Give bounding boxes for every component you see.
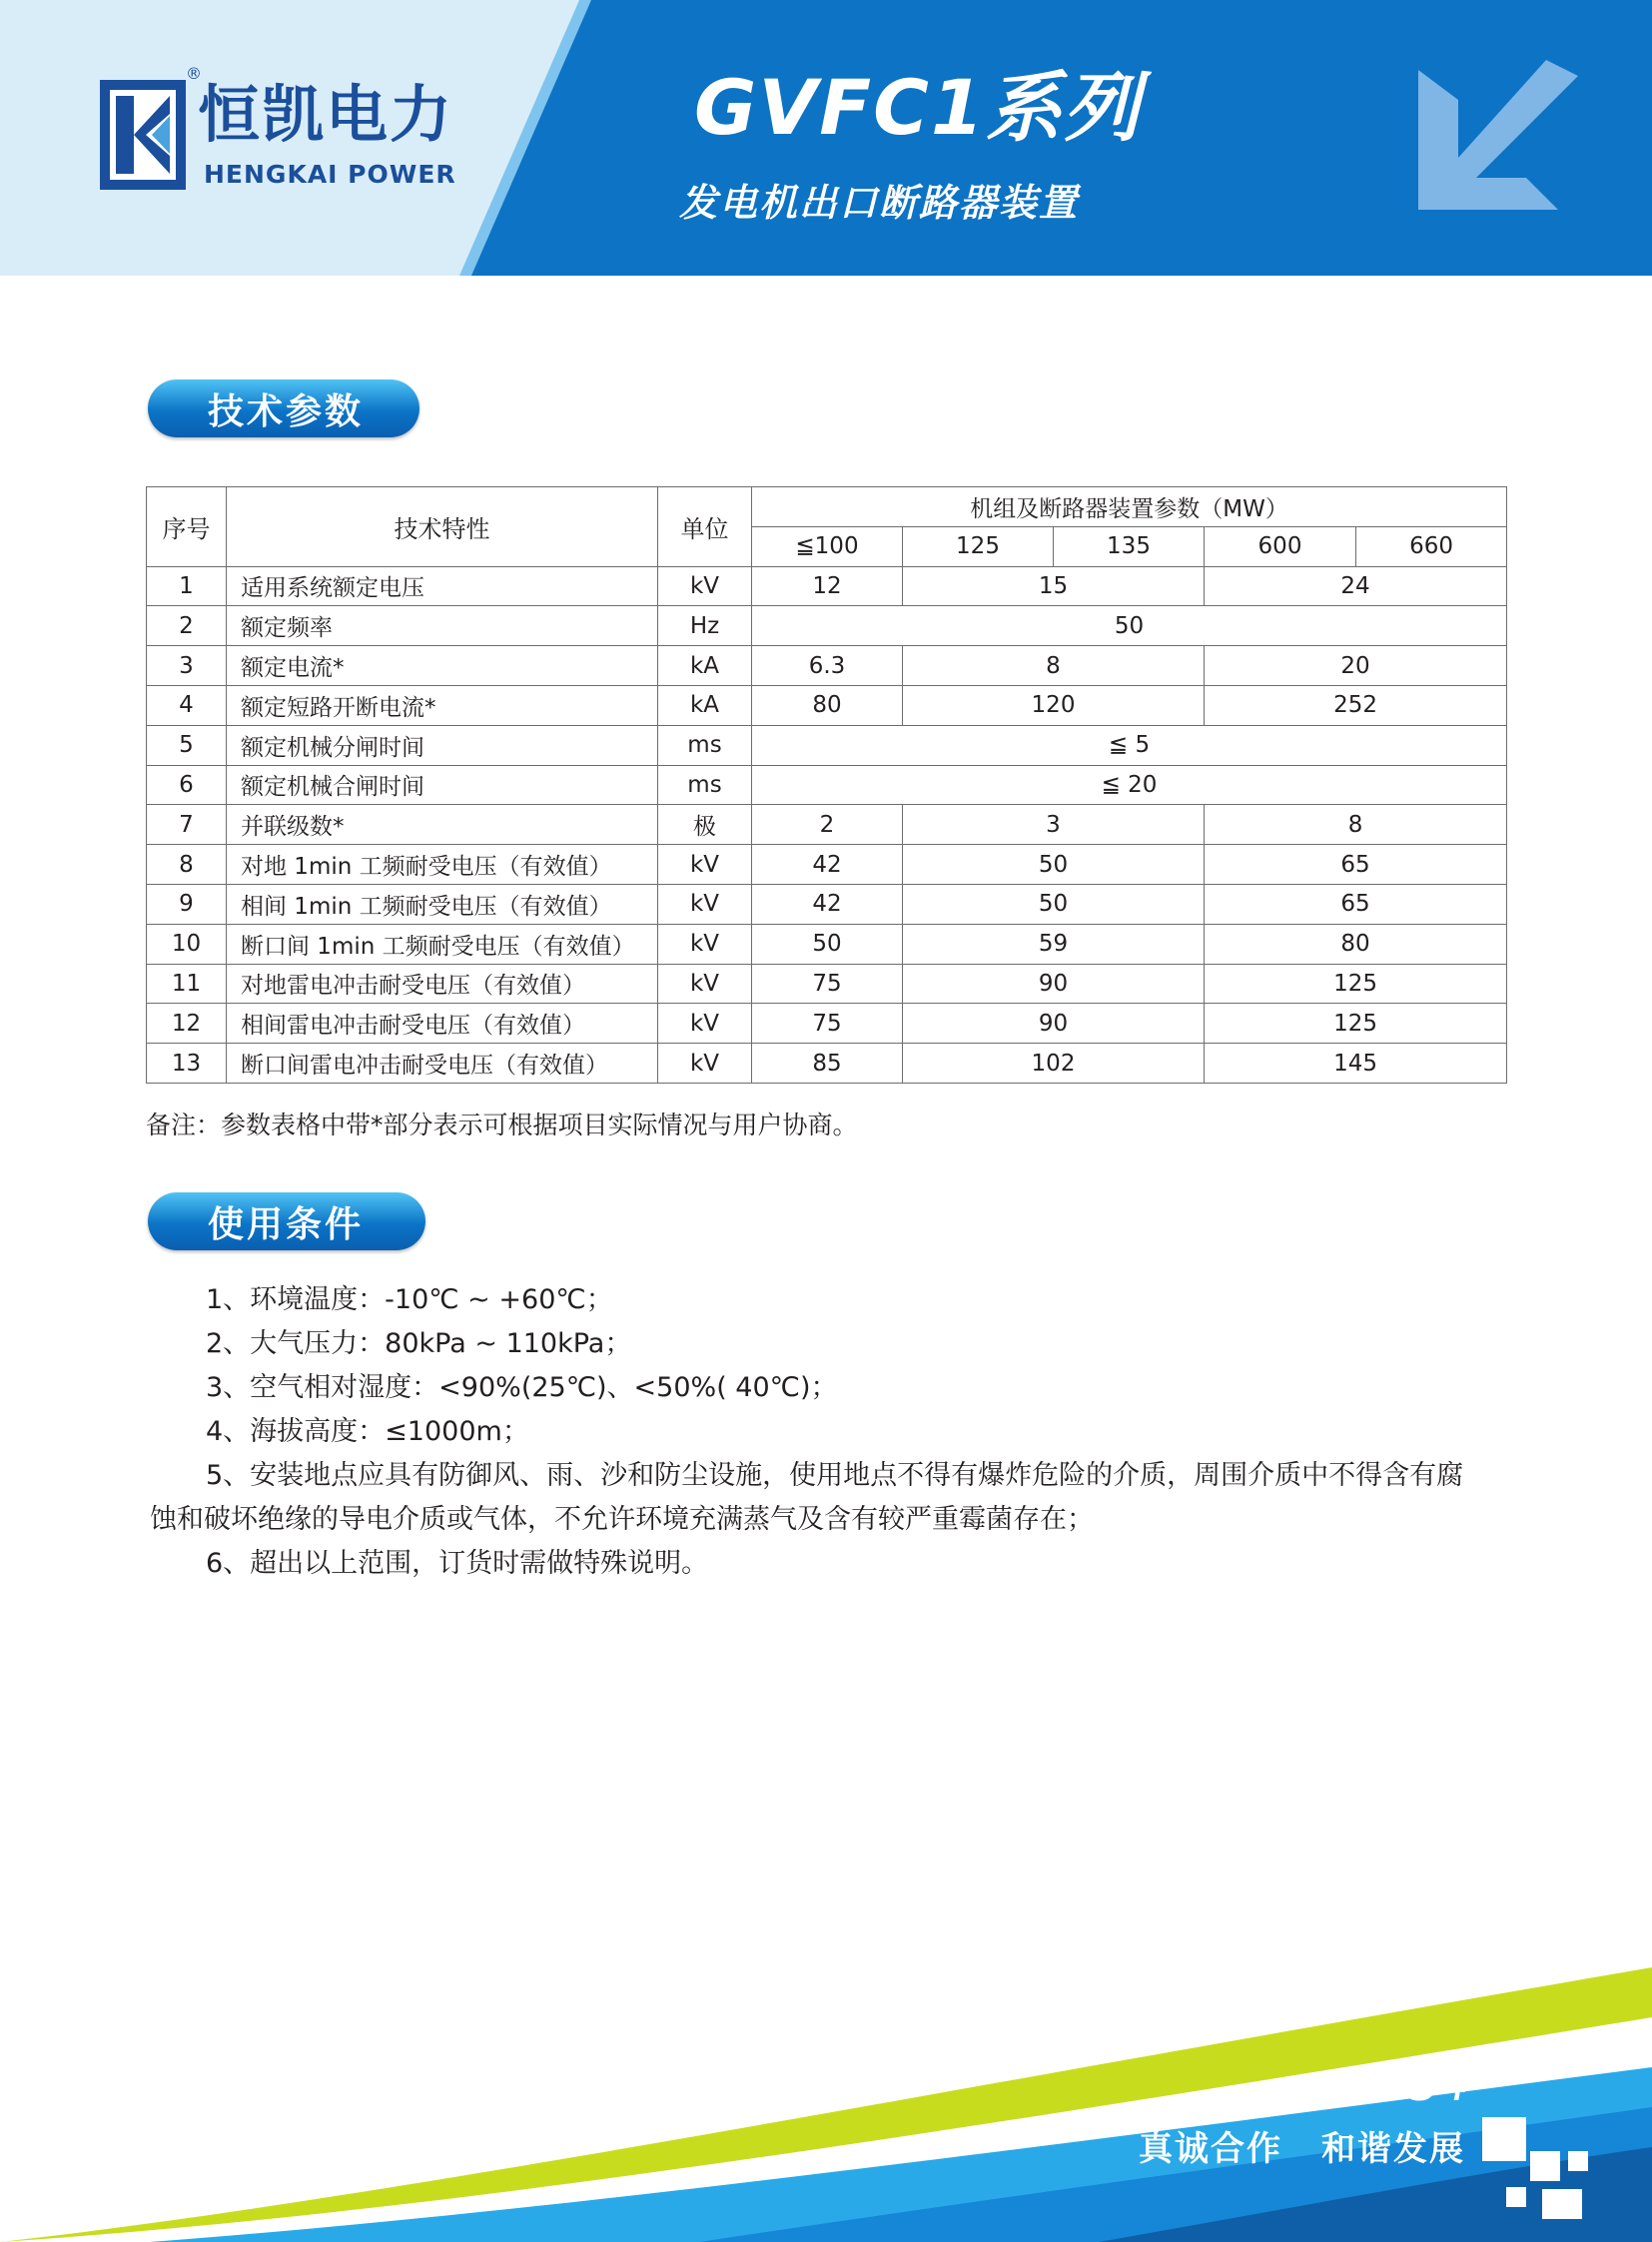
table-row	[147, 646, 1507, 686]
condition-item: 3、空气相对湿度：<90%(25℃)、<50%( 40℃)；	[206, 1372, 838, 1403]
table-row	[147, 845, 1507, 885]
header-group: 机组及断路器装置参数（MW）	[752, 487, 1507, 527]
condition-item-continued: 蚀和破坏绝缘的导电介质或气体，不允许环境充满蒸气及含有较严重霉菌存在；	[150, 1504, 1094, 1535]
cell-feature: 对地雷电冲击耐受电压（有效值）	[227, 964, 658, 1004]
cell-feature: 额定机械合闸时间	[227, 765, 658, 805]
table-row	[147, 725, 1507, 765]
cell-value: 24	[1205, 566, 1507, 606]
cell-unit: ms	[658, 725, 752, 765]
series-subtitle: 发电机出口断路器装置	[679, 181, 1080, 225]
table-row	[147, 805, 1507, 845]
cell-value: 3	[903, 805, 1205, 845]
cell-feature: 额定电流*	[227, 646, 658, 686]
table-note: 备注：参数表格中带*部分表示可根据项目实际情况与用户协商。	[146, 1111, 858, 1139]
cell-unit: kV	[658, 566, 752, 606]
table-row	[147, 884, 1507, 924]
header-capacity: 600	[1205, 526, 1356, 566]
cell-value: 145	[1205, 1044, 1507, 1084]
cell-value: 102	[903, 1044, 1205, 1084]
cell-unit: kV	[658, 1004, 752, 1044]
cell-value: 90	[903, 964, 1205, 1004]
header-capacity: ≦100	[752, 526, 903, 566]
cell-feature: 并联级数*	[227, 805, 658, 845]
cell-value: 65	[1205, 884, 1507, 924]
cell-value: 50	[752, 924, 903, 964]
hengkai-logo-icon	[100, 80, 186, 190]
cell-value: 90	[903, 1004, 1205, 1044]
cell-unit: kV	[658, 924, 752, 964]
cell-feature: 适用系统额定电压	[227, 566, 658, 606]
cell-value: 50	[903, 884, 1205, 924]
header-capacity: 135	[1054, 526, 1205, 566]
cell-value: 42	[752, 845, 903, 885]
cell-feature: 断口间 1min 工频耐受电压（有效值）	[227, 924, 658, 964]
header-feature: 技术特性	[227, 487, 658, 567]
section-title-tech-params: 技术参数	[148, 379, 419, 437]
cell-unit: kV	[658, 964, 752, 1004]
table-row	[147, 1044, 1507, 1084]
table-row	[147, 566, 1507, 606]
cell-feature: 额定短路开断电流*	[227, 685, 658, 725]
header-capacity: 660	[1356, 526, 1507, 566]
condition-item: 5、安装地点应具有防御风、雨、沙和防尘设施，使用地点不得有爆炸危险的介质，周围介质中不得含有腐	[206, 1460, 1464, 1491]
cell-index: 11	[147, 964, 227, 1004]
header-unit: 单位	[658, 487, 752, 567]
cell-unit: Hz	[658, 606, 752, 646]
slogan-sincere-cooperation: 真诚合作	[1139, 2129, 1282, 2169]
condition-item: 2、大气压力：80kPa ~ 110kPa；	[206, 1328, 632, 1359]
condition-item: 4、海拔高度：≤1000m；	[206, 1416, 529, 1447]
arrow-down-left-icon	[1418, 60, 1578, 220]
table-row	[147, 1004, 1507, 1044]
table-row	[147, 685, 1507, 725]
cell-value: 59	[903, 924, 1205, 964]
cell-unit: kV	[658, 1044, 752, 1084]
page-number: 34	[1410, 2057, 1469, 2111]
tech-params-table	[146, 486, 1507, 1084]
cell-index: 6	[147, 765, 227, 805]
cell-value: 6.3	[752, 646, 903, 686]
cell-unit: kA	[658, 646, 752, 686]
cell-value: ≦ 20	[752, 765, 1507, 805]
cell-value: 80	[1205, 924, 1507, 964]
cell-index: 1	[147, 566, 227, 606]
cell-value: 85	[752, 1044, 903, 1084]
cell-value: 125	[1205, 1004, 1507, 1044]
cell-value: 75	[752, 964, 903, 1004]
company-name-cn: 恒凯电力	[198, 78, 454, 151]
cell-feature: 相间雷电冲击耐受电压（有效值）	[227, 1004, 658, 1044]
condition-item: 1、环境温度：-10℃ ~ +60℃；	[206, 1284, 613, 1315]
table-row	[147, 765, 1507, 805]
cell-feature: 断口间雷电冲击耐受电压（有效值）	[227, 1044, 658, 1084]
cell-value: 75	[752, 1004, 903, 1044]
cell-value: 2	[752, 805, 903, 845]
cell-unit: kV	[658, 845, 752, 885]
cell-value: 50	[752, 606, 1507, 646]
cell-value: 252	[1205, 685, 1507, 725]
cell-value: 125	[1205, 964, 1507, 1004]
company-name-en: HENGKAI POWER	[204, 160, 456, 189]
registered-mark: ®	[186, 64, 202, 83]
pixel-blocks-icon	[1482, 2117, 1602, 2242]
cell-index: 3	[147, 646, 227, 686]
cell-index: 9	[147, 884, 227, 924]
cell-value: 50	[903, 845, 1205, 885]
cell-index: 8	[147, 845, 227, 885]
cell-value: ≦ 5	[752, 725, 1507, 765]
cell-value: 120	[903, 685, 1205, 725]
cell-index: 7	[147, 805, 227, 845]
cell-unit: ms	[658, 765, 752, 805]
cell-feature: 额定机械分闸时间	[227, 725, 658, 765]
cell-feature: 对地 1min 工频耐受电压（有效值）	[227, 845, 658, 885]
cell-value: 12	[752, 566, 903, 606]
table-row	[147, 964, 1507, 1004]
cell-value: 20	[1205, 646, 1507, 686]
cell-index: 2	[147, 606, 227, 646]
cell-unit: kV	[658, 884, 752, 924]
cell-index: 13	[147, 1044, 227, 1084]
table-row	[147, 924, 1507, 964]
condition-item: 6、超出以上范围，订货时需做特殊说明。	[206, 1548, 709, 1579]
series-title: GVFC1系列	[694, 63, 1142, 152]
cell-index: 5	[147, 725, 227, 765]
cell-index: 12	[147, 1004, 227, 1044]
table-row	[147, 606, 1507, 646]
cell-value: 8	[1205, 805, 1507, 845]
cell-feature: 额定频率	[227, 606, 658, 646]
cell-value: 8	[903, 646, 1205, 686]
header-index: 序号	[147, 487, 227, 567]
slogan-harmonious-development: 和谐发展	[1321, 2129, 1465, 2169]
cell-unit: 极	[658, 805, 752, 845]
cell-value: 15	[903, 566, 1205, 606]
cell-value: 65	[1205, 845, 1507, 885]
section-title-usage-conditions: 使用条件	[148, 1192, 425, 1250]
cell-unit: kA	[658, 685, 752, 725]
header-capacity: 125	[903, 526, 1054, 566]
cell-index: 10	[147, 924, 227, 964]
cell-index: 4	[147, 685, 227, 725]
footer-wave-decoration	[0, 1957, 1652, 2242]
cell-value: 80	[752, 685, 903, 725]
cell-feature: 相间 1min 工频耐受电压（有效值）	[227, 884, 658, 924]
cell-value: 42	[752, 884, 903, 924]
